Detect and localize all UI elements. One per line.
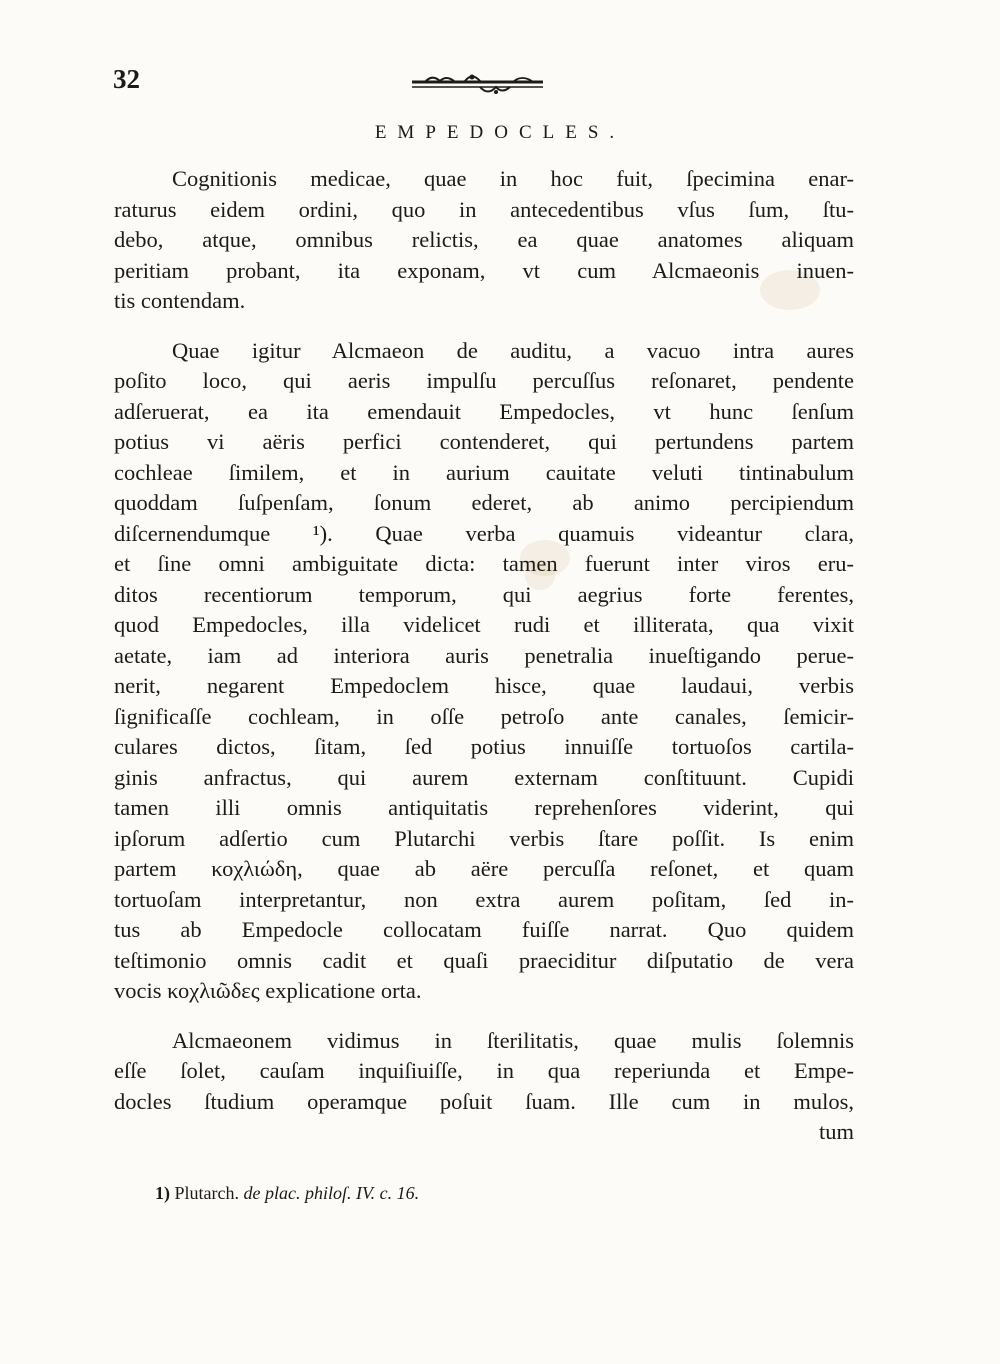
text-line: eſſe ſolet, cauſam inquiſiuiſſe, in qua reperiunda et Empe- <box>114 1058 854 1083</box>
text-line: ditos recentiorum temporum, qui aegrius forte ferentes, <box>114 581 854 607</box>
text-line: ſignificaſſe cochleam, in oſſe petroſo ante canales, ſemicir- <box>114 703 854 729</box>
printers-ornament-icon <box>410 72 545 98</box>
text-line: peritiam probant, ita exponam, vt cum Alcmaeonis inuen- <box>114 257 854 283</box>
text-line: culares dictos, ſitam, ſed potius innuiſſe tortuoſos cartila- <box>114 734 854 759</box>
text-line: Alcmaeonem vidimus in ſterilitatis, quae mulis ſolemnis <box>172 1027 854 1053</box>
footnote-marker: 1) <box>155 1183 170 1203</box>
catchword: tum <box>818 1119 854 1144</box>
text-line: nerit, negarent Empedoclem hisce, quae laudaui, verbis <box>114 673 854 698</box>
text-line: tamen illi omnis antiquitatis reprehenſores viderint, qui <box>114 795 854 820</box>
text-line: tis contendam. <box>114 288 246 313</box>
footnote <box>155 1181 419 1205</box>
text-line: aetate, iam ad interiora auris penetralia inueſtigando perue- <box>114 642 854 668</box>
running-head: EMPEDOCLES. <box>374 122 626 143</box>
page-number: 32 <box>113 64 140 94</box>
text-line: tus ab Empedocle collocatam fuiſſe narrat. Quo quidem <box>114 917 854 942</box>
paragraph-2 <box>114 336 854 1007</box>
text-line: raturus eidem ordini, quo in antecedentibus vſus ſum, ſtu- <box>114 196 854 222</box>
text-line: quod Empedocles, illa videlicet rudi et illiterata, qua vixit <box>114 612 854 637</box>
text-line: partem κοχλιώδη, quae ab aëre percuſſa reſonet, et quam <box>114 856 854 881</box>
text-line: vocis κοχλιῶδες explicatione orta. <box>114 978 422 1003</box>
body-text <box>114 164 854 1148</box>
text-line: ginis anfractus, qui aurem externam conſtituunt. Cupidi <box>114 764 854 790</box>
text-line: poſito loco, qui aeris impulſu percuſſus reſonaret, pendente <box>114 368 854 393</box>
text-line: et ſine omni ambiguitate dicta: tamen fuerunt inter viros eru- <box>114 551 854 576</box>
text-line: Quae igitur Alcmaeon de auditu, a vacuo intra aures <box>172 337 854 363</box>
text-line: potius vi aëris perfici contenderet, qui pertundens partem <box>114 429 854 454</box>
paragraph-3 <box>114 1026 854 1148</box>
text-line: diſcernendumque ¹). Quae verba quamuis videantur clara, <box>114 520 854 546</box>
footnote-reference: de plac. philoſ. IV. c. 16. <box>243 1183 420 1203</box>
text-line: teſtimonio omnis cadit et quaſi praeciditur diſputatio de vera <box>114 947 854 973</box>
text-line: adſeruerat, ea ita emendauit Empedocles, vt hunc ſenſum <box>114 398 854 424</box>
text-line: Cognitionis medicae, quae in hoc fuit, ſpecimina enar- <box>172 166 854 191</box>
paragraph-1 <box>114 164 854 317</box>
text-line: docles ſtudium operamque poſuit ſuam. Ille cum in mulos, <box>114 1088 854 1114</box>
text-line: cochleae ſimilem, et in aurium cauitate veluti tintinabulum <box>114 459 854 485</box>
footnote-author: Plutarch. <box>174 1183 239 1203</box>
text-line: debo, atque, omnibus relictis, ea quae anatomes aliquam <box>114 227 854 252</box>
text-line: quoddam ſuſpenſam, ſonum ederet, ab animo percipiendum <box>114 490 854 515</box>
text-line: ipſorum adſertio cum Plutarchi verbis ſtare poſſit. Is enim <box>114 825 854 851</box>
text-line: tortuoſam interpretantur, non extra aurem poſitam, ſed in- <box>114 886 854 912</box>
